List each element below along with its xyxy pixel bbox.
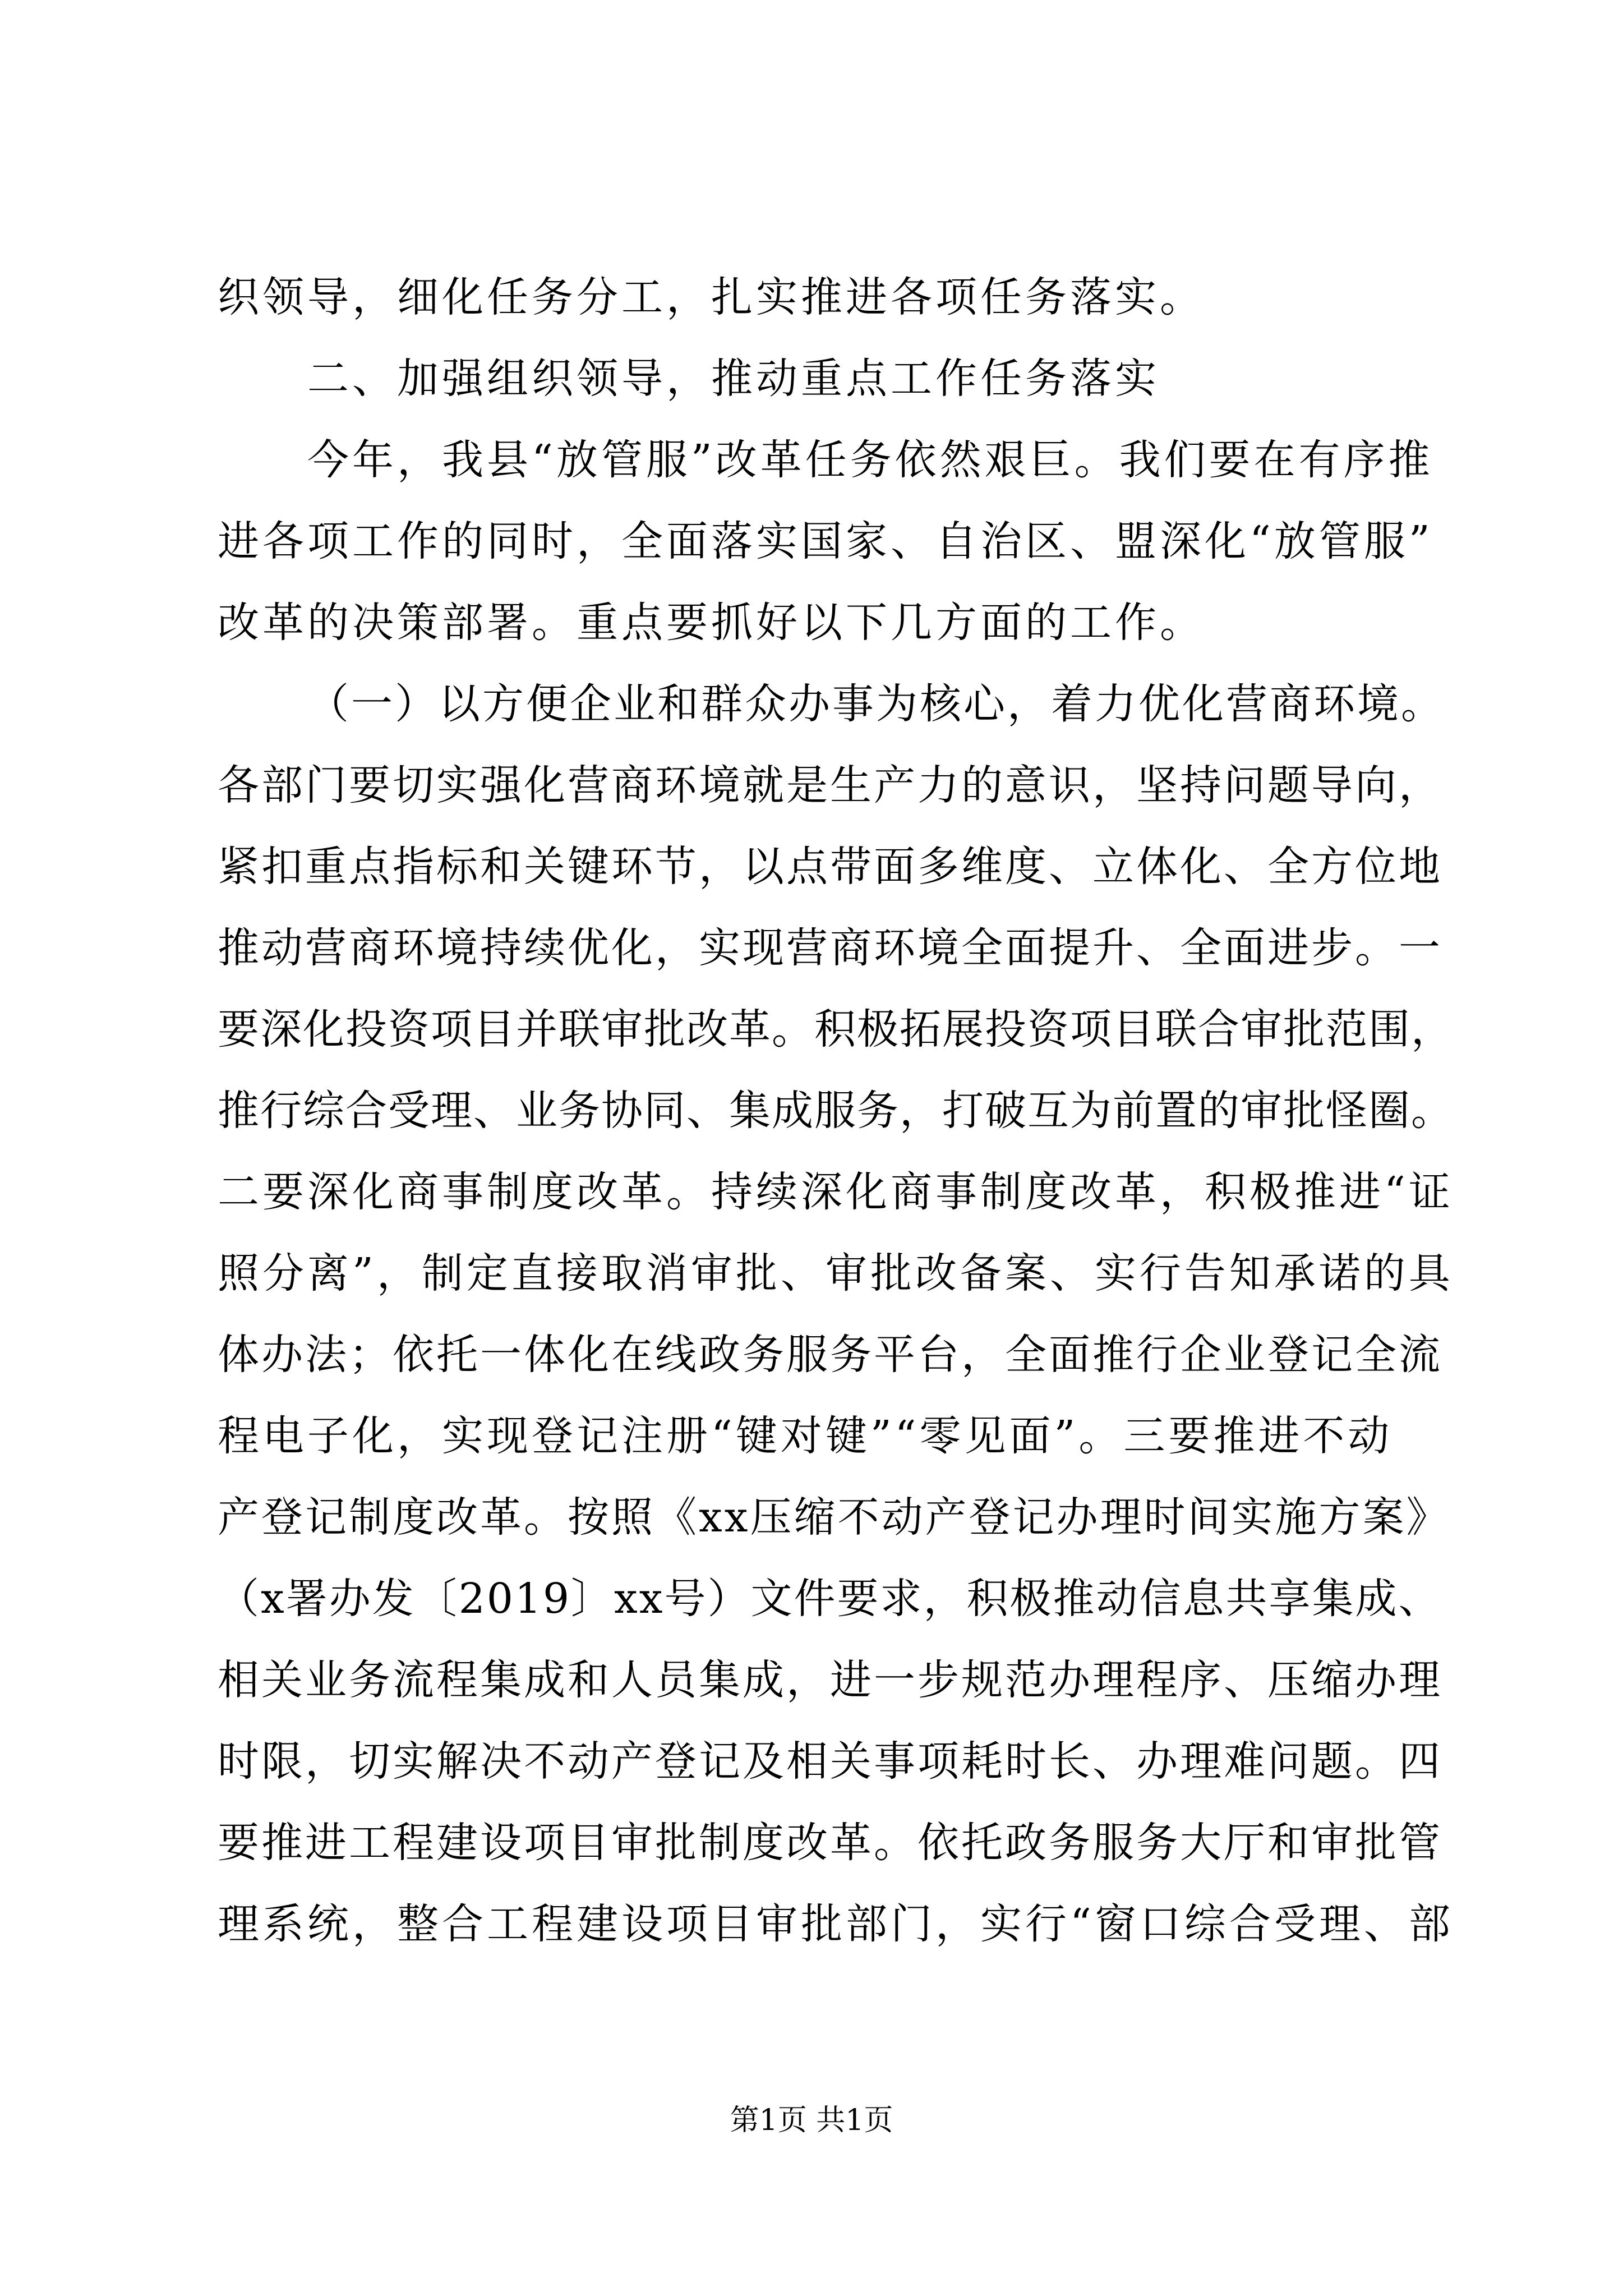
text-line: 二要深化商事制度改革。持续深化商事制度改革，积极推进“证: [218, 1168, 1454, 1216]
text-line: （x署办发〔2019〕xx号）文件要求，积极推动信息共享集成、: [218, 1575, 1442, 1623]
text-line: 体办法；依托一体化在线政务服务平台，全面推行企业登记全流: [218, 1331, 1442, 1379]
text-line: 理系统，整合工程建设项目审批部门，实行“窗口综合受理、部: [218, 1900, 1454, 1948]
text-line: 产登记制度改革。按照《xx压缩不动产登记办理时间实施方案》: [218, 1493, 1450, 1542]
text-line: 照分离”，制定直接取消审批、审批改备案、实行告知承诺的具: [218, 1249, 1454, 1297]
text-line: 程电子化，实现登记注册“键对键”“零见面”。三要推进不动: [218, 1412, 1393, 1460]
text-line: 相关业务流程集成和人员集成，进一步规范办理程序、压缩办理: [218, 1656, 1442, 1704]
page-footer: 第1页 共1页: [730, 2104, 893, 2137]
text-line: 改革的决策部署。重点要抓好以下几方面的工作。: [218, 599, 1205, 647]
text-line: 要深化投资项目并联审批改革。积极拓展投资项目联合审批范围，: [218, 1005, 1454, 1053]
text-line: 进各项工作的同时，全面落实国家、自治区、盟深化“放管服”: [218, 517, 1433, 565]
text-line: 要推进工程建设项目审批制度改革。依托政务服务大厅和审批管: [218, 1819, 1442, 1867]
section-heading: 二、加强组织领导，推动重点工作任务落实: [307, 355, 1160, 403]
text-line: 推动营商环境持续优化，实现营商环境全面提升、全面进步。一: [218, 924, 1442, 972]
subsection-heading: （一）以方便企业和群众办事为核心，着力优化营商环境。: [307, 680, 1445, 728]
text-line: 紧扣重点指标和关键环节，以点带面多维度、立体化、全方位地: [218, 843, 1442, 891]
text-line: 今年，我县“放管服”改革任务依然艰巨。我们要在有序推: [307, 436, 1433, 484]
text-line: 织领导，细化任务分工，扎实推进各项任务落实。: [218, 273, 1205, 321]
text-line: 时限，切实解决不动产登记及相关事项耗时长、办理难问题。四: [218, 1737, 1442, 1786]
text-line: 各部门要切实强化营商环境就是生产力的意识，坚持问题导向，: [218, 761, 1442, 809]
text-line: 推行综合受理、业务协同、集成服务，打破互为前置的审批怪圈。: [218, 1087, 1454, 1135]
